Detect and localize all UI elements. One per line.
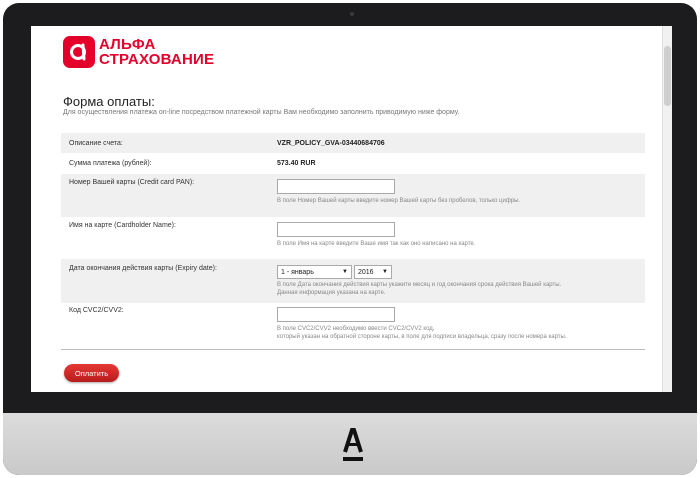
expiry-year-select[interactable] bbox=[354, 265, 392, 279]
amount-row bbox=[61, 153, 645, 174]
page-title: Форма оплаты: bbox=[63, 94, 155, 109]
amount-value: 573.40 RUR bbox=[277, 160, 316, 167]
chevron-down-icon: ▼ bbox=[342, 269, 348, 275]
alfa-logo-icon bbox=[63, 36, 95, 68]
monitor-chin bbox=[3, 413, 697, 475]
invoice-row bbox=[61, 133, 645, 153]
card-number-row bbox=[61, 174, 645, 217]
brand-name-line1: АЛЬФА bbox=[99, 36, 156, 53]
cvc-hint-line2: который указан на обратной стороне карты, в поле для подписи владельца, сразу после номера карты. bbox=[277, 334, 567, 340]
expiry-month-value: 1 - январь bbox=[281, 268, 314, 276]
browser-viewport bbox=[31, 26, 672, 392]
pay-button[interactable]: Оплатить bbox=[64, 364, 119, 382]
cvc-row bbox=[61, 303, 645, 349]
brand-name-line2: СТРАХОВАНИЕ bbox=[99, 51, 215, 68]
expiry-hint-line1: В поле Дата окончания действия карты укажите месяц и год окончания срока действия Вашей карты. bbox=[277, 282, 562, 288]
brand-logo[interactable] bbox=[63, 36, 214, 68]
expiry-hint-line2: Данная информация указана на карте. bbox=[277, 290, 386, 296]
alfa-a-logo-icon bbox=[341, 428, 365, 464]
scrollbar-thumb[interactable] bbox=[664, 46, 671, 106]
camera-dot bbox=[350, 12, 354, 16]
invoice-value: VZR_POLICY_GVA-03440684706 bbox=[277, 139, 385, 147]
card-number-input[interactable] bbox=[277, 179, 395, 194]
vertical-scrollbar[interactable] bbox=[662, 26, 672, 392]
expiry-month-select[interactable] bbox=[277, 265, 352, 279]
payment-form bbox=[61, 133, 645, 350]
card-name-input[interactable] bbox=[277, 222, 395, 237]
card-number-label: Номер Вашей карты (Credit card PAN): bbox=[69, 179, 195, 186]
chevron-down-icon: ▼ bbox=[382, 269, 388, 275]
expiry-year-value: 2016 bbox=[358, 268, 374, 276]
page-subtitle: Для осуществления платежа on-line посредством платежной карты Вам необходимо заполнить приводимую ниже форму. bbox=[63, 109, 460, 116]
cvc-input[interactable] bbox=[277, 307, 395, 322]
card-name-label: Имя на карте (Cardholder Name): bbox=[69, 222, 176, 229]
form-divider bbox=[61, 349, 645, 350]
card-number-hint: В поле Номер Вашей карты введите номер Вашей карты без пробелов, только цифры. bbox=[277, 198, 521, 204]
card-name-row bbox=[61, 217, 645, 259]
invoice-label: Описание счета: bbox=[69, 139, 123, 147]
cvc-label: Код CVC2/CVV2: bbox=[69, 307, 124, 314]
expiry-label: Дата окончания действия карты (Expiry date): bbox=[69, 265, 217, 272]
monitor-frame bbox=[3, 3, 697, 475]
lower-bezel bbox=[3, 392, 697, 413]
amount-label: Сумма платежа (рублей): bbox=[69, 160, 152, 167]
cvc-hint-line1: В поле CVC2/CVV2 необходимо ввести CVC2/CVV2 код, bbox=[277, 326, 435, 332]
card-name-hint: В поле Имя на карте введите Ваше имя так как оно написано на карте. bbox=[277, 241, 476, 247]
expiry-row bbox=[61, 259, 645, 303]
